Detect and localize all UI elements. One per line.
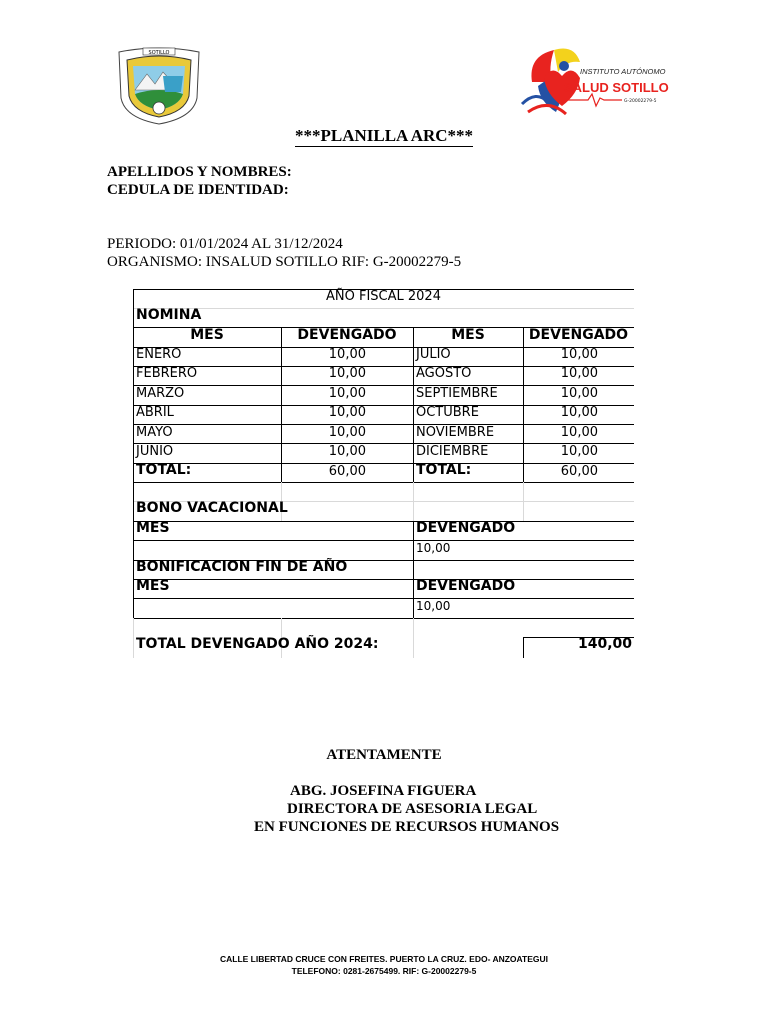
table-row-value: 10,00 — [328, 347, 366, 362]
bono-devengado-header: DEVENGADO — [416, 520, 516, 536]
signer-role-2: EN FUNCIONES DE RECURSOS HUMANOS — [254, 819, 560, 835]
logo-left-text: SOTILLO — [148, 50, 170, 56]
municipal-coat-of-arms-logo — [113, 46, 205, 126]
footer-address: CALLE LIBERTAD CRUCE CON FREITES. PUERTO LA CRUZ. EDO- ANZOATEGUI — [219, 954, 549, 964]
table-row-value: 10,00 — [560, 366, 598, 381]
table-row-month: MAYO — [136, 425, 173, 440]
table-row-month: MARZO — [136, 386, 185, 401]
table-row-month: JUNIO — [136, 444, 174, 459]
id-label: CEDULA DE IDENTIDAD: — [107, 182, 289, 198]
bonificacion-value: 10,00 — [416, 599, 451, 613]
table-row-value: 10,00 — [328, 444, 366, 459]
table-row-value: 10,00 — [328, 425, 366, 440]
table-row-value: 10,00 — [328, 386, 366, 401]
table-row-month: AGOSTO — [416, 366, 472, 381]
col-header-devengado-right: DEVENGADO — [528, 327, 629, 343]
table-row-value: 10,00 — [560, 347, 598, 362]
col-header-devengado-left: DEVENGADO — [297, 327, 397, 343]
table-row-month: ABRIL — [136, 405, 174, 420]
bonificacion-mes-header: MES — [136, 578, 170, 594]
signer-name: ABG. JOSEFINA FIGUERA — [290, 783, 477, 799]
table-row-value: 10,00 — [560, 405, 598, 420]
bonificacion-label: BONIFICACION FIN DE AÑO — [136, 559, 348, 575]
table-row-value: 10,00 — [328, 366, 366, 381]
table-row-value: 10,00 — [560, 425, 598, 440]
table-row-month: NOVIEMBRE — [416, 425, 495, 440]
col-header-mes-right: MES — [451, 327, 485, 343]
signer-role: DIRECTORA DE ASESORIA LEGAL — [287, 801, 538, 817]
table-row-value: 10,00 — [328, 405, 366, 420]
logo-right-line2: SALUD SOTILLO — [564, 80, 669, 95]
table-row-month: FEBRERO — [136, 366, 198, 381]
bono-value: 10,00 — [416, 541, 451, 555]
total-label-left: TOTAL: — [136, 462, 192, 478]
col-header-mes-left: MES — [190, 327, 224, 343]
closing-text: ATENTAMENTE — [326, 747, 442, 763]
table-row-month: SEPTIEMBRE — [416, 386, 498, 401]
total-value-right: 60,00 — [560, 464, 598, 479]
table-row-month: DICIEMBRE — [416, 444, 489, 459]
bono-mes-header: MES — [136, 520, 170, 536]
fiscal-year-title: AÑO FISCAL 2024 — [326, 289, 441, 304]
footer-phone: TELEFONO: 0281-2675499. RIF: G-20002279-5 — [291, 966, 477, 976]
bono-vacacional-label: BONO VACACIONAL — [136, 500, 288, 516]
names-label: APELLIDOS Y NOMBRES: — [107, 164, 292, 180]
salud-sotillo-logo — [518, 42, 669, 126]
logo-right-line1: INSTITUTO AUTÓNOMO — [580, 67, 666, 76]
grand-total-value: 140,00 — [577, 636, 632, 652]
bonificacion-devengado-header: DEVENGADO — [416, 578, 516, 594]
nomina-label: NOMINA — [136, 307, 202, 323]
total-label-right: TOTAL: — [416, 462, 472, 478]
table-row-value: 10,00 — [560, 444, 598, 459]
table-row-value: 10,00 — [560, 386, 598, 401]
periodo-text: PERIODO: 01/01/2024 AL 31/12/2024 — [107, 236, 343, 252]
table-row-month: ENERO — [136, 347, 182, 362]
table-row-month: JULIO — [416, 347, 451, 362]
organismo-text: ORGANISMO: INSALUD SOTILLO RIF: G-20002279-5 — [107, 254, 462, 270]
page-title: ***PLANILLA ARC*** — [294, 126, 474, 145]
logo-right-rif: G-20002279-5 — [624, 99, 657, 104]
total-value-left: 60,00 — [328, 464, 366, 479]
table-row-month: OCTUBRE — [416, 405, 479, 420]
grand-total-label: TOTAL DEVENGADO AÑO 2024: — [136, 636, 379, 652]
